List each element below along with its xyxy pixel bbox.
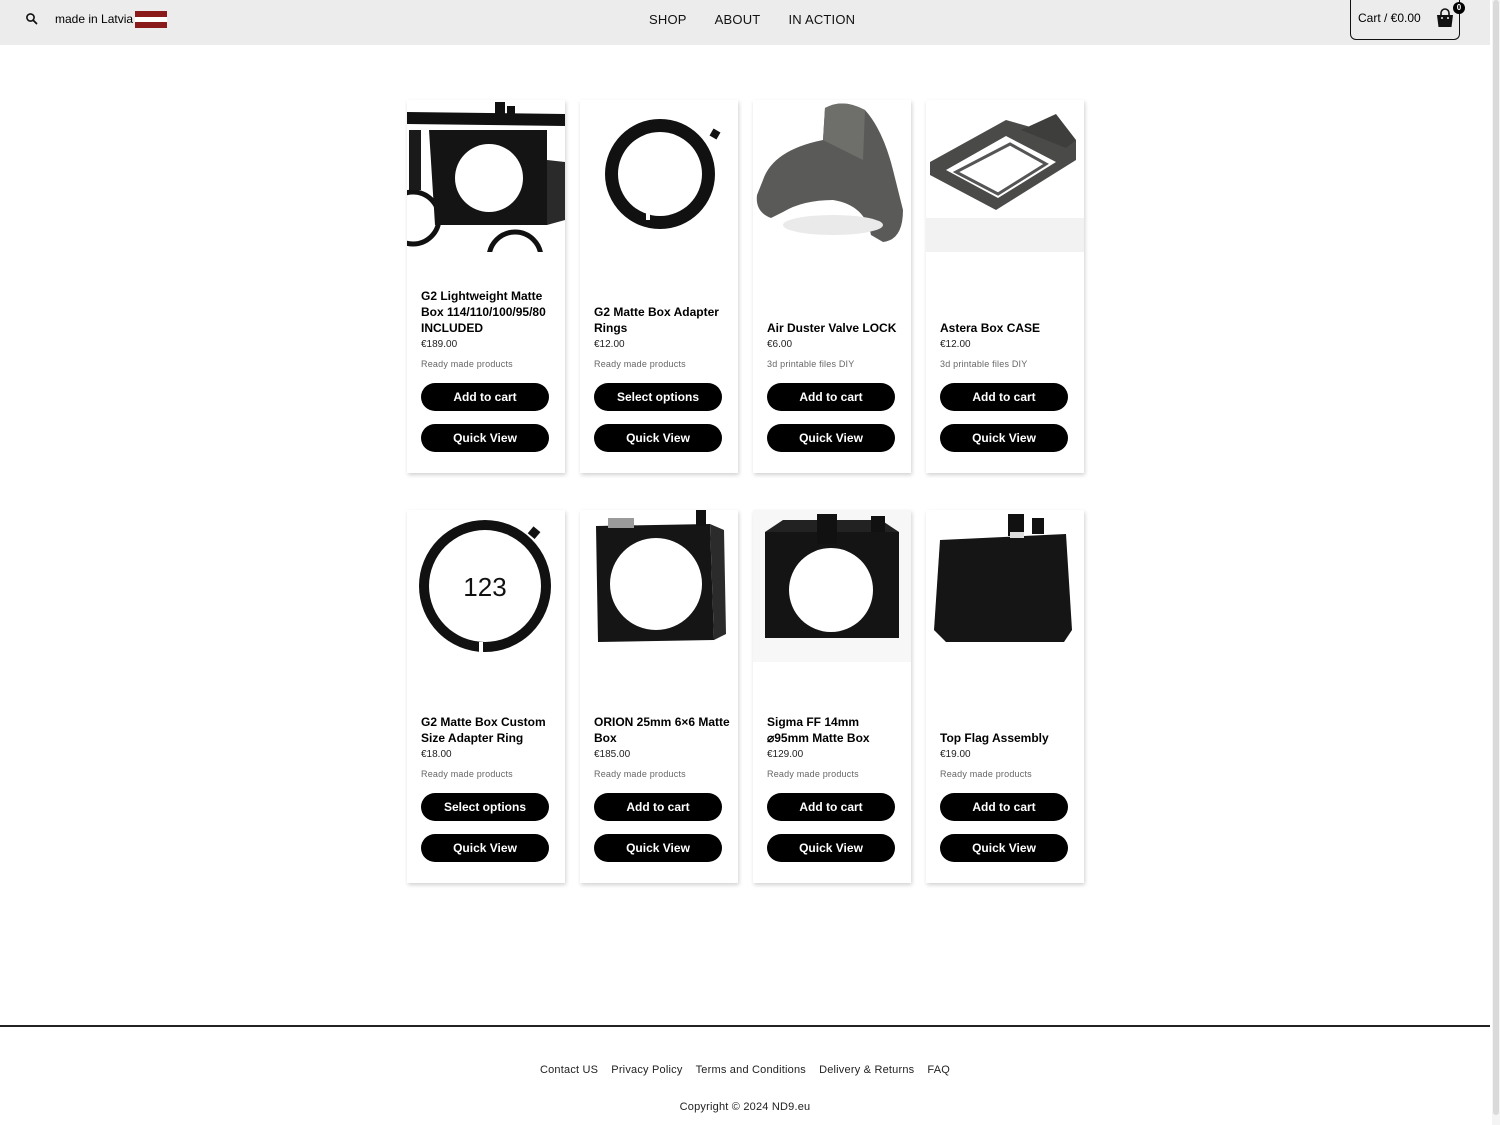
product-title[interactable]: G2 Matte Box Custom Size Adapter Ring — [421, 715, 546, 745]
product-category[interactable]: 3d printable files DIY — [940, 359, 1028, 369]
product-grid — [407, 100, 1087, 880]
nav-shop[interactable]: SHOP — [649, 12, 687, 27]
quick-view-button[interactable]: Quick View — [594, 834, 722, 862]
product-title[interactable]: Air Duster Valve LOCK — [767, 321, 897, 335]
valve-lock-image[interactable] — [753, 100, 911, 252]
add-to-cart-button[interactable]: Add to cart — [767, 383, 895, 411]
product-title[interactable]: Astera Box CASE — [940, 321, 1041, 335]
product-card — [753, 100, 911, 473]
latvia-flag-icon — [135, 11, 167, 28]
product-category[interactable]: Ready made products — [421, 359, 513, 369]
site-header — [0, 0, 1490, 45]
add-to-cart-button[interactable]: Add to cart — [767, 793, 895, 821]
cart-button[interactable] — [1350, 0, 1460, 40]
product-category[interactable]: 3d printable files DIY — [767, 359, 855, 369]
footer-nav — [0, 1064, 1490, 1076]
footer-link-terms[interactable]: Terms and Conditions — [695, 1064, 806, 1076]
quick-view-button[interactable]: Quick View — [421, 834, 549, 862]
add-to-cart-button[interactable]: Add to cart — [421, 383, 549, 411]
product-title[interactable]: Sigma FF 14mm ⌀95mm Matte Box — [767, 715, 870, 745]
product-price: €6.00 — [767, 339, 793, 350]
product-price: €12.00 — [940, 339, 971, 350]
quick-view-button[interactable]: Quick View — [421, 424, 549, 452]
footer-link-privacy[interactable]: Privacy Policy — [611, 1064, 683, 1076]
sigma-matte-box-image[interactable] — [753, 510, 911, 662]
product-card — [407, 100, 565, 473]
ring-size-text: 123 — [463, 572, 507, 602]
footer-divider — [0, 1025, 1490, 1027]
box-case-image[interactable] — [926, 100, 1084, 252]
quick-view-button[interactable]: Quick View — [594, 424, 722, 452]
top-flag-image[interactable] — [926, 510, 1084, 662]
product-category[interactable]: Ready made products — [767, 769, 859, 779]
footer-link-delivery[interactable]: Delivery & Returns — [819, 1064, 915, 1076]
cart-count-badge: 0 — [1453, 2, 1465, 14]
cart-total: Cart / €0.00 — [1358, 11, 1421, 25]
shopping-bag-icon — [1435, 8, 1455, 28]
matte-box-kit-image[interactable] — [407, 100, 565, 252]
copyright-text: Copyright © 2024 ND9.eu — [679, 1101, 811, 1113]
nav-in-action[interactable]: IN ACTION — [788, 12, 856, 27]
product-card — [407, 510, 565, 883]
footer-link-contact[interactable]: Contact US — [539, 1064, 599, 1076]
product-price: €129.00 — [767, 749, 804, 760]
product-price: €18.00 — [421, 749, 452, 760]
product-category[interactable]: Ready made products — [594, 359, 686, 369]
product-category[interactable]: Ready made products — [940, 769, 1032, 779]
custom-ring-image[interactable] — [407, 510, 565, 662]
nav-about[interactable]: ABOUT — [714, 12, 761, 27]
product-card — [580, 100, 738, 473]
main-nav — [649, 12, 855, 27]
adapter-ring-image[interactable] — [580, 100, 738, 252]
product-title[interactable]: ORION 25mm 6×6 Matte Box — [594, 715, 730, 745]
add-to-cart-button[interactable]: Add to cart — [594, 793, 722, 821]
quick-view-button[interactable]: Quick View — [940, 834, 1068, 862]
product-price: €189.00 — [421, 339, 458, 350]
product-price: €19.00 — [940, 749, 971, 760]
product-card — [753, 510, 911, 883]
quick-view-button[interactable]: Quick View — [940, 424, 1068, 452]
quick-view-button[interactable]: Quick View — [767, 424, 895, 452]
product-category[interactable]: Ready made products — [421, 769, 513, 779]
quick-view-button[interactable]: Quick View — [767, 834, 895, 862]
made-in-label: made in Latvia — [55, 12, 134, 26]
product-card — [580, 510, 738, 883]
page-scrollbar[interactable] — [1492, 0, 1500, 1125]
product-price: €12.00 — [594, 339, 625, 350]
add-to-cart-button[interactable]: Add to cart — [940, 793, 1068, 821]
footer-link-faq[interactable]: FAQ — [927, 1064, 951, 1076]
product-title[interactable]: Top Flag Assembly — [940, 731, 1049, 745]
product-title[interactable]: G2 Lightweight Matte Box 114/110/100/95/80 INCLUDED — [421, 289, 546, 335]
product-title[interactable]: G2 Matte Box Adapter Rings — [594, 305, 719, 335]
search-icon[interactable] — [24, 11, 40, 27]
orion-matte-box-image[interactable] — [580, 510, 738, 662]
product-card — [926, 100, 1084, 473]
product-card — [926, 510, 1084, 883]
add-to-cart-button[interactable]: Add to cart — [940, 383, 1068, 411]
select-options-button[interactable]: Select options — [421, 793, 549, 821]
product-price: €185.00 — [594, 749, 631, 760]
select-options-button[interactable]: Select options — [594, 383, 722, 411]
product-category[interactable]: Ready made products — [594, 769, 686, 779]
